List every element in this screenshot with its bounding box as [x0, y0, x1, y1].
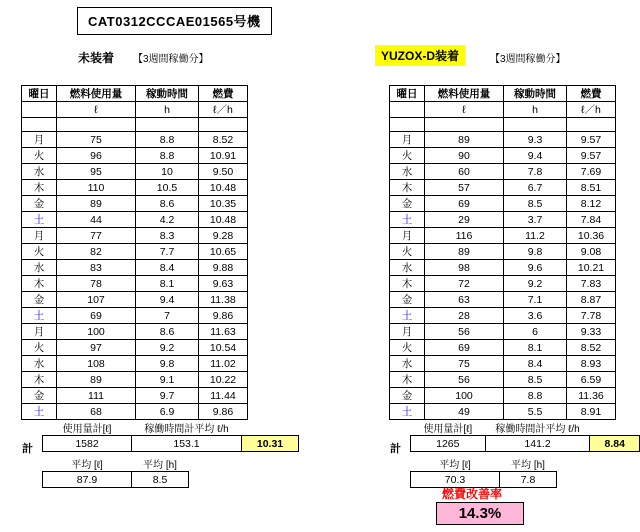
unit-rate: ℓ／h [199, 102, 248, 118]
cell-hours: 6.9 [136, 404, 199, 420]
cell-fuel: 89 [425, 244, 504, 260]
cell-rate: 9.86 [199, 308, 248, 324]
col-rate: 燃費 [567, 86, 616, 102]
cell-fuel: 28 [425, 308, 504, 324]
cell-fuel: 89 [425, 132, 504, 148]
cell-day: 土 [390, 404, 425, 420]
cell-hours: 10.5 [136, 180, 199, 196]
unit-rate: ℓ／h [567, 102, 616, 118]
value-avg-fuel: 87.9 [43, 472, 132, 488]
left-section-note: 【3週間稼働分】 [133, 54, 209, 65]
spacer-cell [57, 118, 136, 132]
cell-hours: 8.4 [136, 260, 199, 276]
table-row [22, 276, 248, 292]
cell-rate: 8.87 [567, 292, 616, 308]
cell-fuel: 100 [57, 324, 136, 340]
head-avg-hours: 平均 [h] [511, 460, 545, 471]
cell-day: 火 [22, 340, 57, 356]
head-total-hours [132, 420, 242, 436]
left-header-row [22, 86, 248, 102]
cell-fuel: 96 [57, 148, 136, 164]
head-total-fuel: 使用量計[ℓ] [423, 424, 473, 435]
table-row [390, 228, 616, 244]
table-row [390, 340, 616, 356]
cell-day: 土 [390, 308, 425, 324]
cell-rate: 10.21 [567, 260, 616, 276]
cell-rate: 11.63 [199, 324, 248, 340]
cell-hours: 10 [136, 164, 199, 180]
left-summary-head-row [43, 420, 299, 436]
table-row [390, 244, 616, 260]
table-row [22, 196, 248, 212]
cell-fuel: 29 [425, 212, 504, 228]
cell-fuel: 116 [425, 228, 504, 244]
value-avg-fuel: 70.3 [411, 472, 500, 488]
cell-hours: 6 [504, 324, 567, 340]
table-row [390, 196, 616, 212]
cell-hours: 8.8 [504, 388, 567, 404]
left-spacer-row [22, 118, 248, 132]
cell-hours: 9.7 [136, 388, 199, 404]
cell-day: 木 [390, 180, 425, 196]
cell-rate: 10.48 [199, 212, 248, 228]
cell-rate: 9.28 [199, 228, 248, 244]
table-row [390, 292, 616, 308]
left-data-table [21, 85, 248, 420]
col-rate: 燃費 [199, 86, 248, 102]
table-row [22, 228, 248, 244]
cell-rate: 11.44 [199, 388, 248, 404]
cell-fuel: 68 [57, 404, 136, 420]
table-row [22, 372, 248, 388]
spacer-cell [425, 118, 504, 132]
improvement-value: 14.3% [436, 502, 524, 525]
cell-hours: 7 [136, 308, 199, 324]
cell-rate: 10.35 [199, 196, 248, 212]
cell-rate: 10.65 [199, 244, 248, 260]
head-avg-hours: 平均 [h] [143, 460, 177, 471]
cell-rate: 8.52 [199, 132, 248, 148]
cell-day: 月 [390, 324, 425, 340]
table-row [390, 276, 616, 292]
unit-day [390, 102, 425, 118]
cell-fuel: 69 [425, 196, 504, 212]
col-hours: 稼動時間 [136, 86, 199, 102]
head-total-hours-text: 稼働時間計 [144, 424, 195, 435]
cell-day: 月 [390, 132, 425, 148]
cell-day: 火 [390, 244, 425, 260]
cell-rate: 10.48 [199, 180, 248, 196]
cell-hours: 8.6 [136, 196, 199, 212]
cell-hours: 9.1 [136, 372, 199, 388]
cell-rate: 8.91 [567, 404, 616, 420]
cell-fuel: 108 [57, 356, 136, 372]
cell-fuel: 60 [425, 164, 504, 180]
col-fuel: 燃料使用量 [425, 86, 504, 102]
cell-rate: 8.51 [567, 180, 616, 196]
cell-fuel: 56 [425, 372, 504, 388]
cell-fuel: 72 [425, 276, 504, 292]
cell-hours: 7.7 [136, 244, 199, 260]
table-row [390, 148, 616, 164]
cell-rate: 10.91 [199, 148, 248, 164]
value-total-fuel: 1582 [43, 436, 132, 452]
right-avg-head-row [411, 456, 557, 472]
cell-hours: 9.4 [136, 292, 199, 308]
value-avg-hours: 7.8 [500, 472, 557, 488]
unit-day [22, 102, 57, 118]
cell-fuel: 69 [425, 340, 504, 356]
right-spacer-row [390, 118, 616, 132]
unit-hours: h [136, 102, 199, 118]
head-total-fuel: 使用量計[ℓ] [62, 424, 112, 435]
right-unit-row [390, 102, 616, 118]
spacer-cell [390, 118, 425, 132]
right-header-row [390, 86, 616, 102]
cell-day: 水 [22, 260, 57, 276]
cell-hours: 9.4 [504, 148, 567, 164]
cell-hours: 8.1 [504, 340, 567, 356]
table-row [22, 132, 248, 148]
spacer-cell [22, 118, 57, 132]
value-total-hours: 153.1 [132, 436, 242, 452]
left-unit-row [22, 102, 248, 118]
value-avg-hours: 8.5 [132, 472, 189, 488]
table-row [22, 308, 248, 324]
cell-rate: 9.50 [199, 164, 248, 180]
cell-day: 土 [22, 212, 57, 228]
table-row [390, 388, 616, 404]
unit-hours: h [504, 102, 567, 118]
cell-hours: 7.1 [504, 292, 567, 308]
cell-day: 金 [390, 388, 425, 404]
cell-day: 水 [22, 164, 57, 180]
cell-rate: 8.93 [567, 356, 616, 372]
col-hours: 稼動時間 [504, 86, 567, 102]
right-summary-totals [410, 420, 640, 452]
head-avg-rate-text: 平均 ℓ/h [545, 424, 580, 435]
cell-hours: 8.3 [136, 228, 199, 244]
cell-rate: 10.54 [199, 340, 248, 356]
cell-day: 金 [390, 196, 425, 212]
cell-fuel: 44 [57, 212, 136, 228]
cell-hours: 11.2 [504, 228, 567, 244]
cell-rate: 9.63 [199, 276, 248, 292]
table-row [22, 212, 248, 228]
table-row [22, 164, 248, 180]
right-summary-value-row [411, 436, 640, 452]
table-row [22, 356, 248, 372]
right-table-body [390, 132, 616, 420]
cell-day: 土 [22, 308, 57, 324]
table-row [390, 132, 616, 148]
cell-fuel: 56 [425, 324, 504, 340]
table-row [22, 340, 248, 356]
table-row [390, 212, 616, 228]
cell-day: 火 [22, 244, 57, 260]
cell-fuel: 89 [57, 372, 136, 388]
cell-fuel: 75 [425, 356, 504, 372]
cell-fuel: 100 [425, 388, 504, 404]
cell-fuel: 110 [57, 180, 136, 196]
cell-day: 水 [390, 164, 425, 180]
cell-day: 土 [22, 404, 57, 420]
left-summary-averages [42, 456, 189, 488]
cell-hours: 4.2 [136, 212, 199, 228]
cell-day: 月 [22, 324, 57, 340]
cell-rate: 11.36 [567, 388, 616, 404]
table-row [22, 324, 248, 340]
cell-day: 月 [22, 228, 57, 244]
cell-fuel: 49 [425, 404, 504, 420]
cell-day: 木 [390, 276, 425, 292]
left-summary-block [42, 420, 299, 488]
table-row [22, 260, 248, 276]
right-summary-head-row [411, 420, 640, 436]
head-total-hours-text: 稼働時間計 [495, 424, 546, 435]
cell-hours: 3.6 [504, 308, 567, 324]
value-avg-rate: 10.31 [242, 436, 299, 452]
head-total-hours [485, 420, 590, 436]
cell-rate: 9.86 [199, 404, 248, 420]
table-row [390, 260, 616, 276]
cell-rate: 8.12 [567, 196, 616, 212]
cell-day: 金 [390, 292, 425, 308]
cell-rate: 9.57 [567, 132, 616, 148]
value-total-hours: 141.2 [485, 436, 590, 452]
cell-day: 木 [22, 276, 57, 292]
left-avg-head-row [43, 456, 189, 472]
table-row [390, 164, 616, 180]
cell-rate: 11.02 [199, 356, 248, 372]
cell-rate: 6.59 [567, 372, 616, 388]
cell-hours: 9.3 [504, 132, 567, 148]
cell-rate: 9.08 [567, 244, 616, 260]
left-section-heading: 未装着 [78, 51, 115, 65]
cell-rate: 7.84 [567, 212, 616, 228]
cell-rate: 7.78 [567, 308, 616, 324]
right-summary-averages [410, 456, 557, 488]
cell-hours: 9.2 [136, 340, 199, 356]
cell-fuel: 77 [57, 228, 136, 244]
left-avg-value-row [43, 472, 189, 488]
cell-day: 月 [22, 132, 57, 148]
cell-day: 月 [390, 228, 425, 244]
cell-hours: 8.1 [136, 276, 199, 292]
improvement-label: 燃費改善率 [442, 487, 503, 501]
cell-day: 木 [390, 372, 425, 388]
table-row [22, 180, 248, 196]
cell-fuel: 95 [57, 164, 136, 180]
spacer-cell [199, 118, 248, 132]
cell-rate: 8.52 [567, 340, 616, 356]
page-title: CAT0312CCCAE01565号機 [77, 7, 272, 35]
col-fuel: 燃料使用量 [57, 86, 136, 102]
cell-rate: 11.38 [199, 292, 248, 308]
right-section-note: 【3週間稼働分】 [490, 54, 566, 65]
right-total-label: 計 [390, 443, 401, 455]
cell-hours: 9.8 [136, 356, 199, 372]
cell-rate: 10.36 [567, 228, 616, 244]
cell-fuel: 111 [57, 388, 136, 404]
cell-hours: 8.6 [136, 324, 199, 340]
cell-day: 火 [390, 340, 425, 356]
table-row [22, 404, 248, 420]
table-row [390, 180, 616, 196]
cell-rate: 9.88 [199, 260, 248, 276]
table-row [390, 404, 616, 420]
left-summary-totals [42, 420, 299, 452]
cell-day: 木 [22, 372, 57, 388]
col-day: 曜日 [390, 86, 425, 102]
table-row [390, 324, 616, 340]
cell-rate: 7.83 [567, 276, 616, 292]
cell-day: 金 [22, 292, 57, 308]
cell-hours: 9.6 [504, 260, 567, 276]
table-row [22, 148, 248, 164]
cell-hours: 5.5 [504, 404, 567, 420]
unit-fuel: ℓ [425, 102, 504, 118]
value-avg-rate: 8.84 [590, 436, 640, 452]
cell-fuel: 69 [57, 308, 136, 324]
cell-day: 土 [390, 212, 425, 228]
right-data-table [389, 85, 616, 420]
unit-fuel: ℓ [57, 102, 136, 118]
left-table-body [22, 132, 248, 420]
table-row [390, 308, 616, 324]
cell-fuel: 98 [425, 260, 504, 276]
right-section-heading: YUZOX-D装着 [375, 45, 465, 66]
cell-rate: 7.69 [567, 164, 616, 180]
cell-fuel: 97 [57, 340, 136, 356]
head-avg-fuel: 平均 [ℓ] [71, 460, 103, 471]
cell-day: 金 [22, 196, 57, 212]
cell-hours: 3.7 [504, 212, 567, 228]
cell-day: 水 [390, 260, 425, 276]
cell-fuel: 83 [57, 260, 136, 276]
cell-hours: 8.8 [136, 132, 199, 148]
cell-hours: 8.8 [136, 148, 199, 164]
table-row [22, 244, 248, 260]
spacer-cell [504, 118, 567, 132]
cell-fuel: 90 [425, 148, 504, 164]
col-day: 曜日 [22, 86, 57, 102]
cell-day: 水 [22, 356, 57, 372]
table-row [22, 292, 248, 308]
value-total-fuel: 1265 [411, 436, 486, 452]
spacer-cell [567, 118, 616, 132]
cell-fuel: 89 [57, 196, 136, 212]
cell-day: 木 [22, 180, 57, 196]
table-row [390, 356, 616, 372]
cell-day: 火 [22, 148, 57, 164]
table-row [390, 372, 616, 388]
head-avg-fuel: 平均 [ℓ] [439, 460, 471, 471]
spacer-cell [136, 118, 199, 132]
cell-fuel: 82 [57, 244, 136, 260]
cell-rate: 9.33 [567, 324, 616, 340]
cell-fuel: 63 [425, 292, 504, 308]
left-total-label: 計 [22, 443, 33, 455]
cell-rate: 9.57 [567, 148, 616, 164]
right-summary-block [410, 420, 640, 488]
head-avg-rate-text: 平均 ℓ/h [194, 424, 229, 435]
cell-day: 金 [22, 388, 57, 404]
table-row [22, 388, 248, 404]
cell-hours: 9.2 [504, 276, 567, 292]
left-summary-value-row [43, 436, 299, 452]
cell-fuel: 57 [425, 180, 504, 196]
cell-hours: 8.4 [504, 356, 567, 372]
cell-fuel: 75 [57, 132, 136, 148]
cell-hours: 8.5 [504, 372, 567, 388]
cell-fuel: 107 [57, 292, 136, 308]
cell-hours: 6.7 [504, 180, 567, 196]
cell-hours: 7.8 [504, 164, 567, 180]
cell-rate: 10.22 [199, 372, 248, 388]
cell-hours: 8.5 [504, 196, 567, 212]
cell-day: 水 [390, 356, 425, 372]
cell-hours: 9.8 [504, 244, 567, 260]
cell-day: 火 [390, 148, 425, 164]
cell-fuel: 78 [57, 276, 136, 292]
